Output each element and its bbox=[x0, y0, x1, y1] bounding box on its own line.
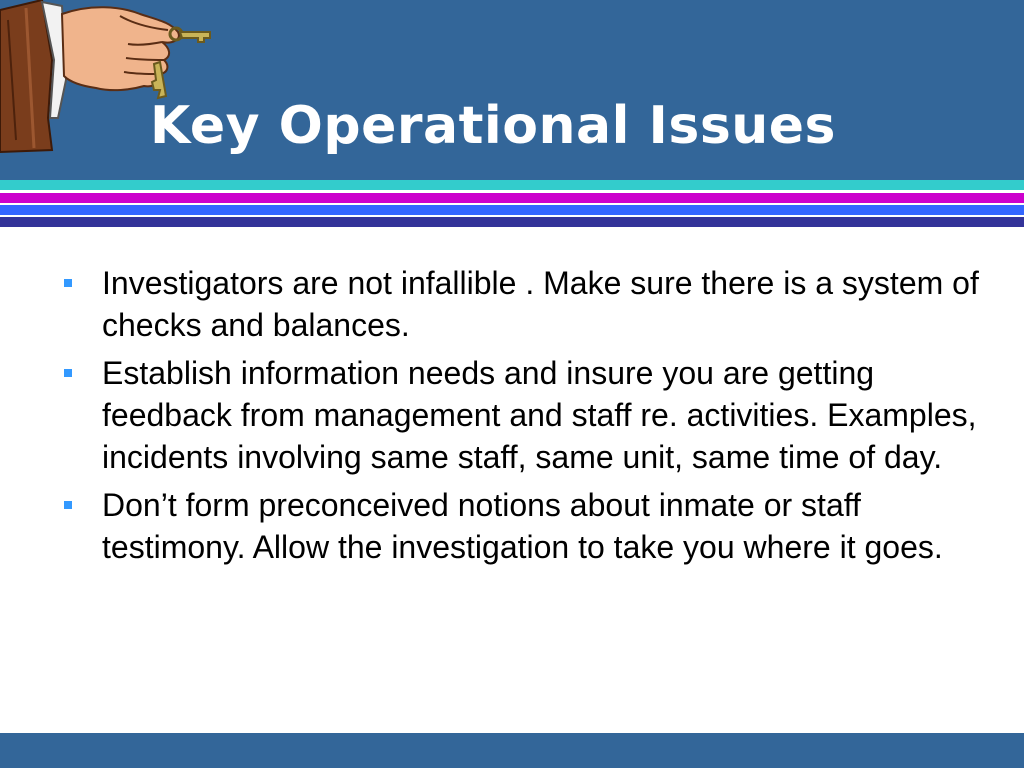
square-bullet-icon bbox=[64, 279, 72, 287]
bullet-item bbox=[62, 484, 992, 568]
navy-stripe bbox=[0, 217, 1024, 227]
bullet-text: Establish information needs and insure you are getting feedback from management and staff re. activities. Examples, incidents involving same staff, same unit, same time of day. bbox=[102, 355, 977, 475]
header-banner bbox=[0, 0, 1024, 180]
bullet-item bbox=[62, 352, 992, 478]
bullet-text: Don’t form preconceived notions about inmate or staff testimony. Allow the investigation to take you where it goes. bbox=[102, 487, 943, 565]
bullet-item bbox=[62, 262, 992, 346]
square-bullet-icon bbox=[64, 369, 72, 377]
square-bullet-icon bbox=[64, 501, 72, 509]
bullet-text: Investigators are not infallible . Make sure there is a system of checks and balances. bbox=[102, 265, 979, 343]
blue-stripe bbox=[0, 205, 1024, 215]
footer-bar bbox=[0, 733, 1024, 768]
bullet-list bbox=[62, 262, 992, 574]
magenta-stripe bbox=[0, 193, 1024, 203]
slide-title: Key Operational Issues bbox=[150, 96, 837, 156]
cyan-stripe bbox=[0, 180, 1024, 190]
